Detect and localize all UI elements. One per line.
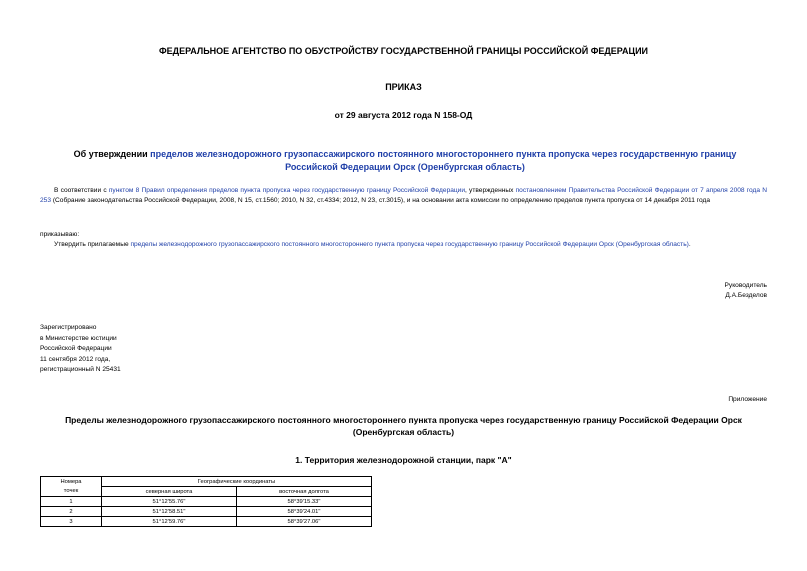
order-clause [40,240,767,250]
government-decree-link[interactable]: постановлением Правительства Российской Федерации от 7 апреля 2008 года N 253 [40,187,767,204]
point-longitude: 58°39'24.01" [237,507,372,517]
signer-name: Д.А.Безделов [725,292,767,299]
point-number: 1 [41,497,102,507]
appendix-label: Приложение [728,396,767,403]
header-number: Номера [41,477,102,487]
point-latitude: 51°12'59.76" [102,517,237,527]
order-title [50,148,760,174]
table-subheader-row [41,487,372,497]
rules-link[interactable]: пунктом 8 Правил определения пределов пункта пропуска через государственную границу Российской Федерации [108,187,466,194]
registration-line: в Министерстве юстиции [40,334,117,342]
coordinates-table [40,476,372,527]
limits-link[interactable]: пределы железнодорожного грузопассажирского постоянного многостороннего пункта пропуска через государственную границу Российской Федерации Орск (Оренбургская область) [130,241,689,248]
table-row [41,517,372,527]
signature-block [725,281,767,301]
clause-text-a: Утвердить прилагаемые [54,241,131,248]
table-header-row [41,477,372,487]
header-longitude: восточная долгота [237,487,372,497]
order-keyword: приказываю: [40,231,80,238]
signer-role: Руководитель [724,282,767,289]
table-row [41,507,372,517]
table-row [41,497,372,507]
preamble-text-a: В соответствии с [54,187,109,194]
registration-line: 11 сентября 2012 года, [40,355,111,363]
point-number: 2 [41,507,102,517]
title-link[interactable]: пределов железнодорожного грузопассажирского постоянного многостороннего пункта пропуска через государственную границу Российской Федерации Орск (Оренбургская область) [150,149,737,172]
section-title: 1. Территория железнодорожной станции, парк "А" [295,455,512,465]
registration-line: Российской Федерации [40,345,112,352]
preamble-text-c: (Собрание законодательства Российской Федерации, 2008, N 15, ст.1560; 2010, N 32, ст.4334; 2012, N 23, ст.3015), и на основании акта комиссии по определению пределов пункта пропуска от 14 декабря 2011 года [51,196,710,204]
registration-line: регистрационный N 25431 [40,366,121,373]
preamble-text-b: , утвержденных [465,187,516,194]
appendix-title: Пределы железнодорожного грузопассажирского постоянного многостороннего пункта пропуска через государственную границу Российской Федерации Орск (Оренбургская область) [65,415,742,437]
clause-text-b: . [688,241,691,248]
preamble-paragraph [40,186,767,205]
point-number: 3 [41,517,102,527]
point-latitude: 51°12'55.76" [102,497,237,507]
point-longitude: 58°39'27.06" [237,517,372,527]
registration-block [40,323,121,376]
header-number-line2: точек [41,487,102,497]
point-longitude: 58°39'15.33" [237,497,372,507]
agency-heading: ФЕДЕРАЛЬНОЕ АГЕНТСТВО ПО ОБУСТРОЙСТВУ ГОСУДАРСТВЕННОЙ ГРАНИЦЫ РОССИЙСКОЙ ФЕДЕРАЦИИ [158,46,649,56]
header-latitude: северная широта [102,487,237,497]
header-geo-coords: Географические координаты [102,477,372,487]
point-latitude: 51°12'58.51" [102,507,237,517]
registration-line: Зарегистрировано [40,324,97,331]
order-date-number: от 29 августа 2012 года N 158-ОД [334,110,473,120]
title-prefix: Об утверждении [73,149,151,159]
document-type: ПРИКАЗ [385,82,422,92]
